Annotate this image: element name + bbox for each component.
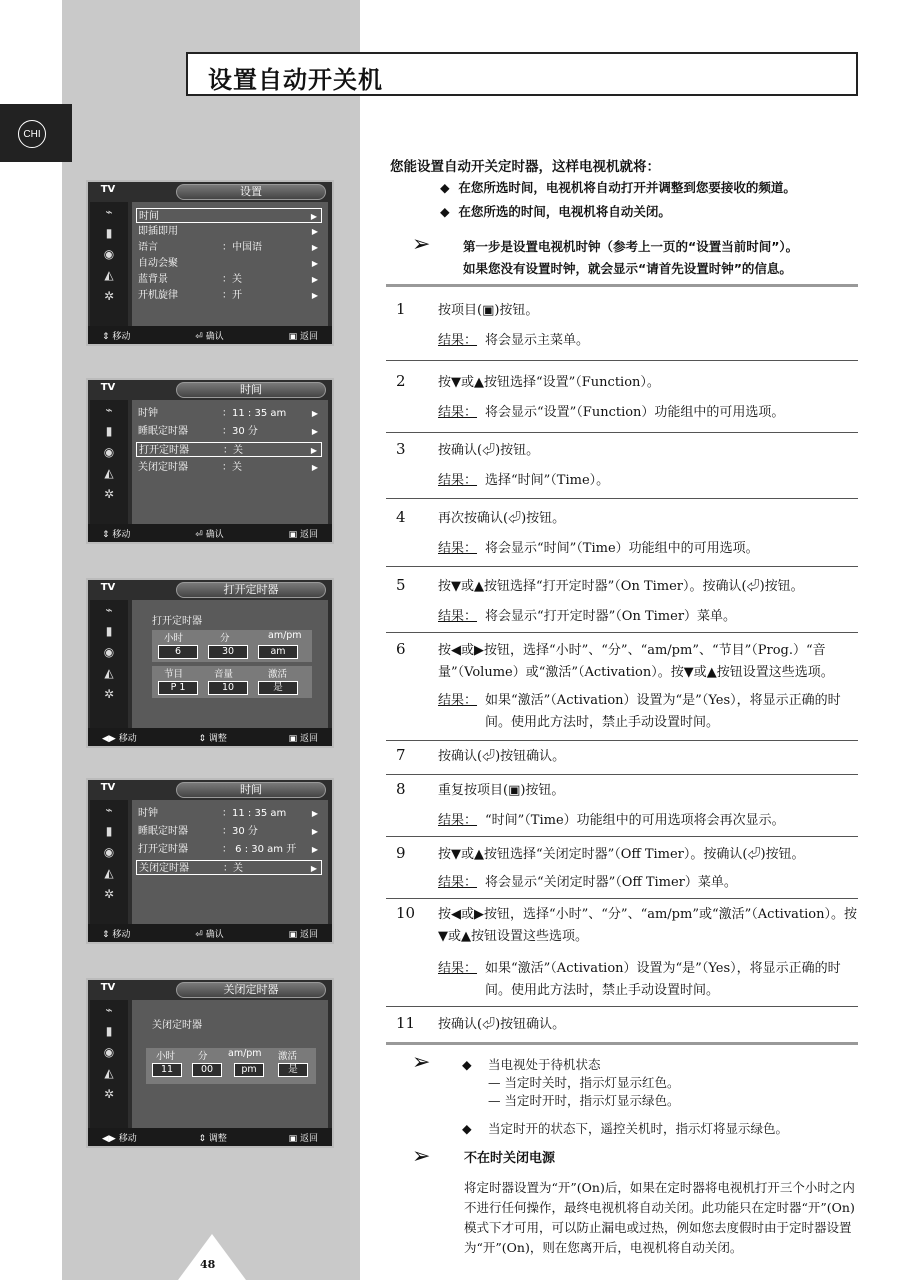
antenna-icon: ⌁ xyxy=(105,1003,113,1017)
screen-header: 关闭定时器 xyxy=(176,982,326,998)
updown-icon: ⇕ xyxy=(198,733,206,744)
antenna-icon: ⌁ xyxy=(105,205,113,219)
arrow-right-icon: ▶ xyxy=(311,845,318,854)
tv-label: TV xyxy=(100,184,116,195)
menu-icon-column xyxy=(90,800,128,924)
timer-label: 关闭定时器 xyxy=(152,1020,202,1031)
tv-label: TV xyxy=(100,782,116,793)
sound-icon: ◉ xyxy=(103,445,115,459)
menu-icon-column xyxy=(90,1000,128,1128)
picture-icon: ▮ xyxy=(105,824,113,838)
channel-icon: ◭ xyxy=(104,866,114,880)
page-number-tab xyxy=(178,1234,246,1280)
screen-footer: ◀▶ 移动 ⇕ 调整 ▣ 返回 xyxy=(88,728,332,746)
page-number: 48 xyxy=(200,1258,216,1271)
hour-field[interactable]: 11 xyxy=(152,1063,182,1077)
off-time-subpanel: 小时 分 am/pm 激活 11 00 pm 是 xyxy=(146,1048,316,1084)
arrow-right-icon: ▶ xyxy=(311,409,318,418)
minute-field[interactable]: 30 xyxy=(208,645,248,659)
tv-screen-time xyxy=(86,378,334,544)
divider xyxy=(386,898,858,899)
menu-icon: ▣ xyxy=(288,529,298,540)
divider xyxy=(386,1006,858,1007)
antenna-icon: ⌁ xyxy=(105,603,113,617)
divider xyxy=(386,284,858,287)
hour-field[interactable]: 6 xyxy=(158,645,198,659)
function-icon: ✲ xyxy=(103,1087,115,1101)
intro-bullet: ◆ 在您所选的时间，电视机将自动关闭。 xyxy=(440,204,671,219)
menu-icon-column xyxy=(90,202,128,326)
channel-icon: ◭ xyxy=(104,666,114,680)
arrow-right-icon: ▶ xyxy=(311,291,318,300)
tv-screen-on-timer xyxy=(86,578,334,748)
screen-footer: ⇕ 移动 ⏎ 确认 ▣ 返回 xyxy=(88,326,332,344)
menu-row[interactable]: 睡眠定时器 ：30 分 ▶ xyxy=(138,826,318,837)
arrow-right-icon: ▶ xyxy=(311,227,318,236)
menu-row[interactable]: 即插即用 ▶ xyxy=(138,226,318,237)
picture-icon: ▮ xyxy=(105,1024,113,1038)
arrow-right-icon: ▶ xyxy=(310,212,317,221)
updown-icon: ⇕ xyxy=(198,1133,206,1144)
screen-header: 设置 xyxy=(176,184,326,200)
screen-header: 时间 xyxy=(176,382,326,398)
menu-row[interactable]: 时钟 ：11 : 35 am ▶ xyxy=(138,808,318,819)
volume-field[interactable]: 10 xyxy=(208,681,248,695)
function-icon: ✲ xyxy=(103,887,115,901)
menu-icon-column xyxy=(90,600,128,728)
ampm-field[interactable]: pm xyxy=(234,1063,264,1077)
sound-icon: ◉ xyxy=(103,1045,115,1059)
channel-icon: ◭ xyxy=(104,466,114,480)
arrow-right-icon: ▶ xyxy=(311,463,318,472)
auto-off-body: 将定时器设置为“开”(On)后，如果在定时器将电视机打开三个小时之内不进行任何操作，最终电视机将自动关闭。此功能只在定时器“开”(On)模式下才可用，可以防止漏电或过热，例如您去度假时由于定时器设置为“开”(On)，则在您离开后，电视机将自动关闭。 xyxy=(464,1180,855,1255)
arrow-right-icon: ▶ xyxy=(311,243,318,252)
antenna-icon: ⌁ xyxy=(105,403,113,417)
menu-row[interactable]: 关闭定时器 ：关 ▶ xyxy=(136,860,322,875)
function-icon: ✲ xyxy=(103,289,115,303)
arrow-right-icon: ▶ xyxy=(310,446,317,455)
program-field[interactable]: P 1 xyxy=(158,681,198,695)
picture-icon: ▮ xyxy=(105,424,113,438)
menu-icon: ▣ xyxy=(288,929,298,940)
divider xyxy=(386,740,858,741)
divider xyxy=(386,360,858,361)
menu-panel xyxy=(132,202,328,326)
activation-field[interactable]: 是 xyxy=(258,681,298,695)
arrow-right-icon: ▶ xyxy=(311,827,318,836)
menu-row[interactable]: 打开定时器 ：关 ▶ xyxy=(136,442,322,457)
arrow-right-icon: ▶ xyxy=(310,864,317,873)
divider xyxy=(386,566,858,567)
updown-icon: ⇕ xyxy=(102,331,110,342)
tip-standby-on: — 当定时开时，指示灯显示绿色。 xyxy=(488,1093,680,1108)
diamond-icon: ◆ xyxy=(440,204,450,219)
enter-icon: ⏎ xyxy=(195,929,203,940)
language-tab xyxy=(0,104,72,162)
arrow-right-icon: ▶ xyxy=(311,275,318,284)
diamond-icon: ◆ xyxy=(462,1057,472,1072)
diamond-icon: ◆ xyxy=(440,180,450,195)
screen-footer: ◀▶ 移动 ⇕ 调整 ▣ 返回 xyxy=(88,1128,332,1146)
menu-icon: ▣ xyxy=(288,733,298,744)
arrow-right-icon: ▶ xyxy=(311,427,318,436)
picture-icon: ▮ xyxy=(105,226,113,240)
tv-screen-time-2 xyxy=(86,778,334,944)
menu-row[interactable]: 关闭定时器 ：关 ▶ xyxy=(138,462,318,473)
note-arrow-icon: ➢ xyxy=(412,232,431,257)
intro-bullet: ◆ 在您所选时间，电视机将自动打开并调整到您要接收的频道。 xyxy=(440,180,796,195)
divider xyxy=(386,432,858,433)
divider xyxy=(386,632,858,633)
minute-field[interactable]: 00 xyxy=(192,1063,222,1077)
menu-row[interactable]: 蓝背景 ：关 ▶ xyxy=(138,274,318,285)
channel-icon: ◭ xyxy=(104,268,114,282)
enter-icon: ⏎ xyxy=(195,331,203,342)
screen-footer: ⇕ 移动 ⏎ 确认 ▣ 返回 xyxy=(88,924,332,942)
menu-row[interactable]: 自动会聚 ▶ xyxy=(138,258,318,269)
tv-label: TV xyxy=(100,582,116,593)
menu-panel xyxy=(132,800,328,924)
tv-label: TV xyxy=(100,982,116,993)
updown-icon: ⇕ xyxy=(102,529,110,540)
menu-row[interactable]: 语言 ：中国语 ▶ xyxy=(138,242,318,253)
picture-icon: ▮ xyxy=(105,624,113,638)
diamond-icon: ◆ xyxy=(462,1121,472,1136)
antenna-icon: ⌁ xyxy=(105,803,113,817)
menu-icon-column xyxy=(90,400,128,524)
tip-green: 当定时开的状态下，遥控关机时，指示灯将显示绿色。 xyxy=(488,1121,789,1136)
sound-icon: ◉ xyxy=(103,645,115,659)
menu-row[interactable]: 时钟 ：11 : 35 am ▶ xyxy=(138,408,318,419)
menu-panel xyxy=(132,400,328,524)
menu-icon: ▣ xyxy=(288,331,298,342)
sound-icon: ◉ xyxy=(103,247,115,261)
divider xyxy=(386,836,858,837)
menu-panel xyxy=(132,1000,328,1128)
time-subpanel: 小时 分 am/pm 6 30 am xyxy=(152,630,312,662)
tip-standby: 当电视处于待机状态 xyxy=(488,1057,601,1072)
channel-icon: ◭ xyxy=(104,1066,114,1080)
menu-row[interactable]: 睡眠定时器 ：30 分 ▶ xyxy=(138,426,318,437)
intro-lead: 您能设置自动开关定时器，这样电视机就将： xyxy=(390,159,660,175)
menu-icon: ▣ xyxy=(288,1133,298,1144)
function-icon: ✲ xyxy=(103,687,115,701)
updown-icon: ⇕ xyxy=(102,929,110,940)
intro-note: 第一步是设置电视机时钟（参考上一页的“设置当前时间”）。 如果您没有设置时钟，就会显示“请首先设置时钟”的信息。 xyxy=(463,239,799,276)
screen-footer: ⇕ 移动 ⏎ 确认 ▣ 返回 xyxy=(88,524,332,542)
tip-arrow-icon: ➢ xyxy=(412,1144,431,1169)
arrow-right-icon: ▶ xyxy=(311,259,318,268)
ampm-field[interactable]: am xyxy=(258,645,298,659)
tip-standby-off: — 当定时关时，指示灯显示红色。 xyxy=(488,1075,680,1090)
auto-off-title: 不在时关闭电源 xyxy=(464,1151,556,1166)
menu-row[interactable]: 打开定时器 ： 6 : 30 am 开 ▶ xyxy=(138,844,318,855)
arrow-right-icon: ▶ xyxy=(311,809,318,818)
divider xyxy=(386,498,858,499)
divider xyxy=(386,774,858,775)
function-icon: ✲ xyxy=(103,487,115,501)
divider xyxy=(386,1042,858,1045)
activation-field[interactable]: 是 xyxy=(278,1063,308,1077)
screen-header: 打开定时器 xyxy=(176,582,326,598)
screen-header: 时间 xyxy=(176,782,326,798)
tv-screen-off-timer xyxy=(86,978,334,1148)
menu-panel xyxy=(132,600,328,728)
page-title: 设置自动开关机 xyxy=(186,52,858,96)
tip-arrow-icon: ➢ xyxy=(412,1050,431,1075)
enter-icon: ⏎ xyxy=(195,529,203,540)
menu-row[interactable]: 开机旋律 ：开 ▶ xyxy=(138,290,318,301)
sound-icon: ◉ xyxy=(103,845,115,859)
tv-screen-setup xyxy=(86,180,334,346)
program-subpanel: 节目 音量 激活 P 1 10 是 xyxy=(152,666,312,698)
menu-row[interactable]: 时间 ▶ xyxy=(136,208,322,223)
timer-label: 打开定时器 xyxy=(152,616,202,627)
leftright-icon: ◀▶ xyxy=(102,1133,116,1144)
language-badge: CHI xyxy=(18,120,46,148)
leftright-icon: ◀▶ xyxy=(102,733,116,744)
tv-label: TV xyxy=(100,382,116,393)
